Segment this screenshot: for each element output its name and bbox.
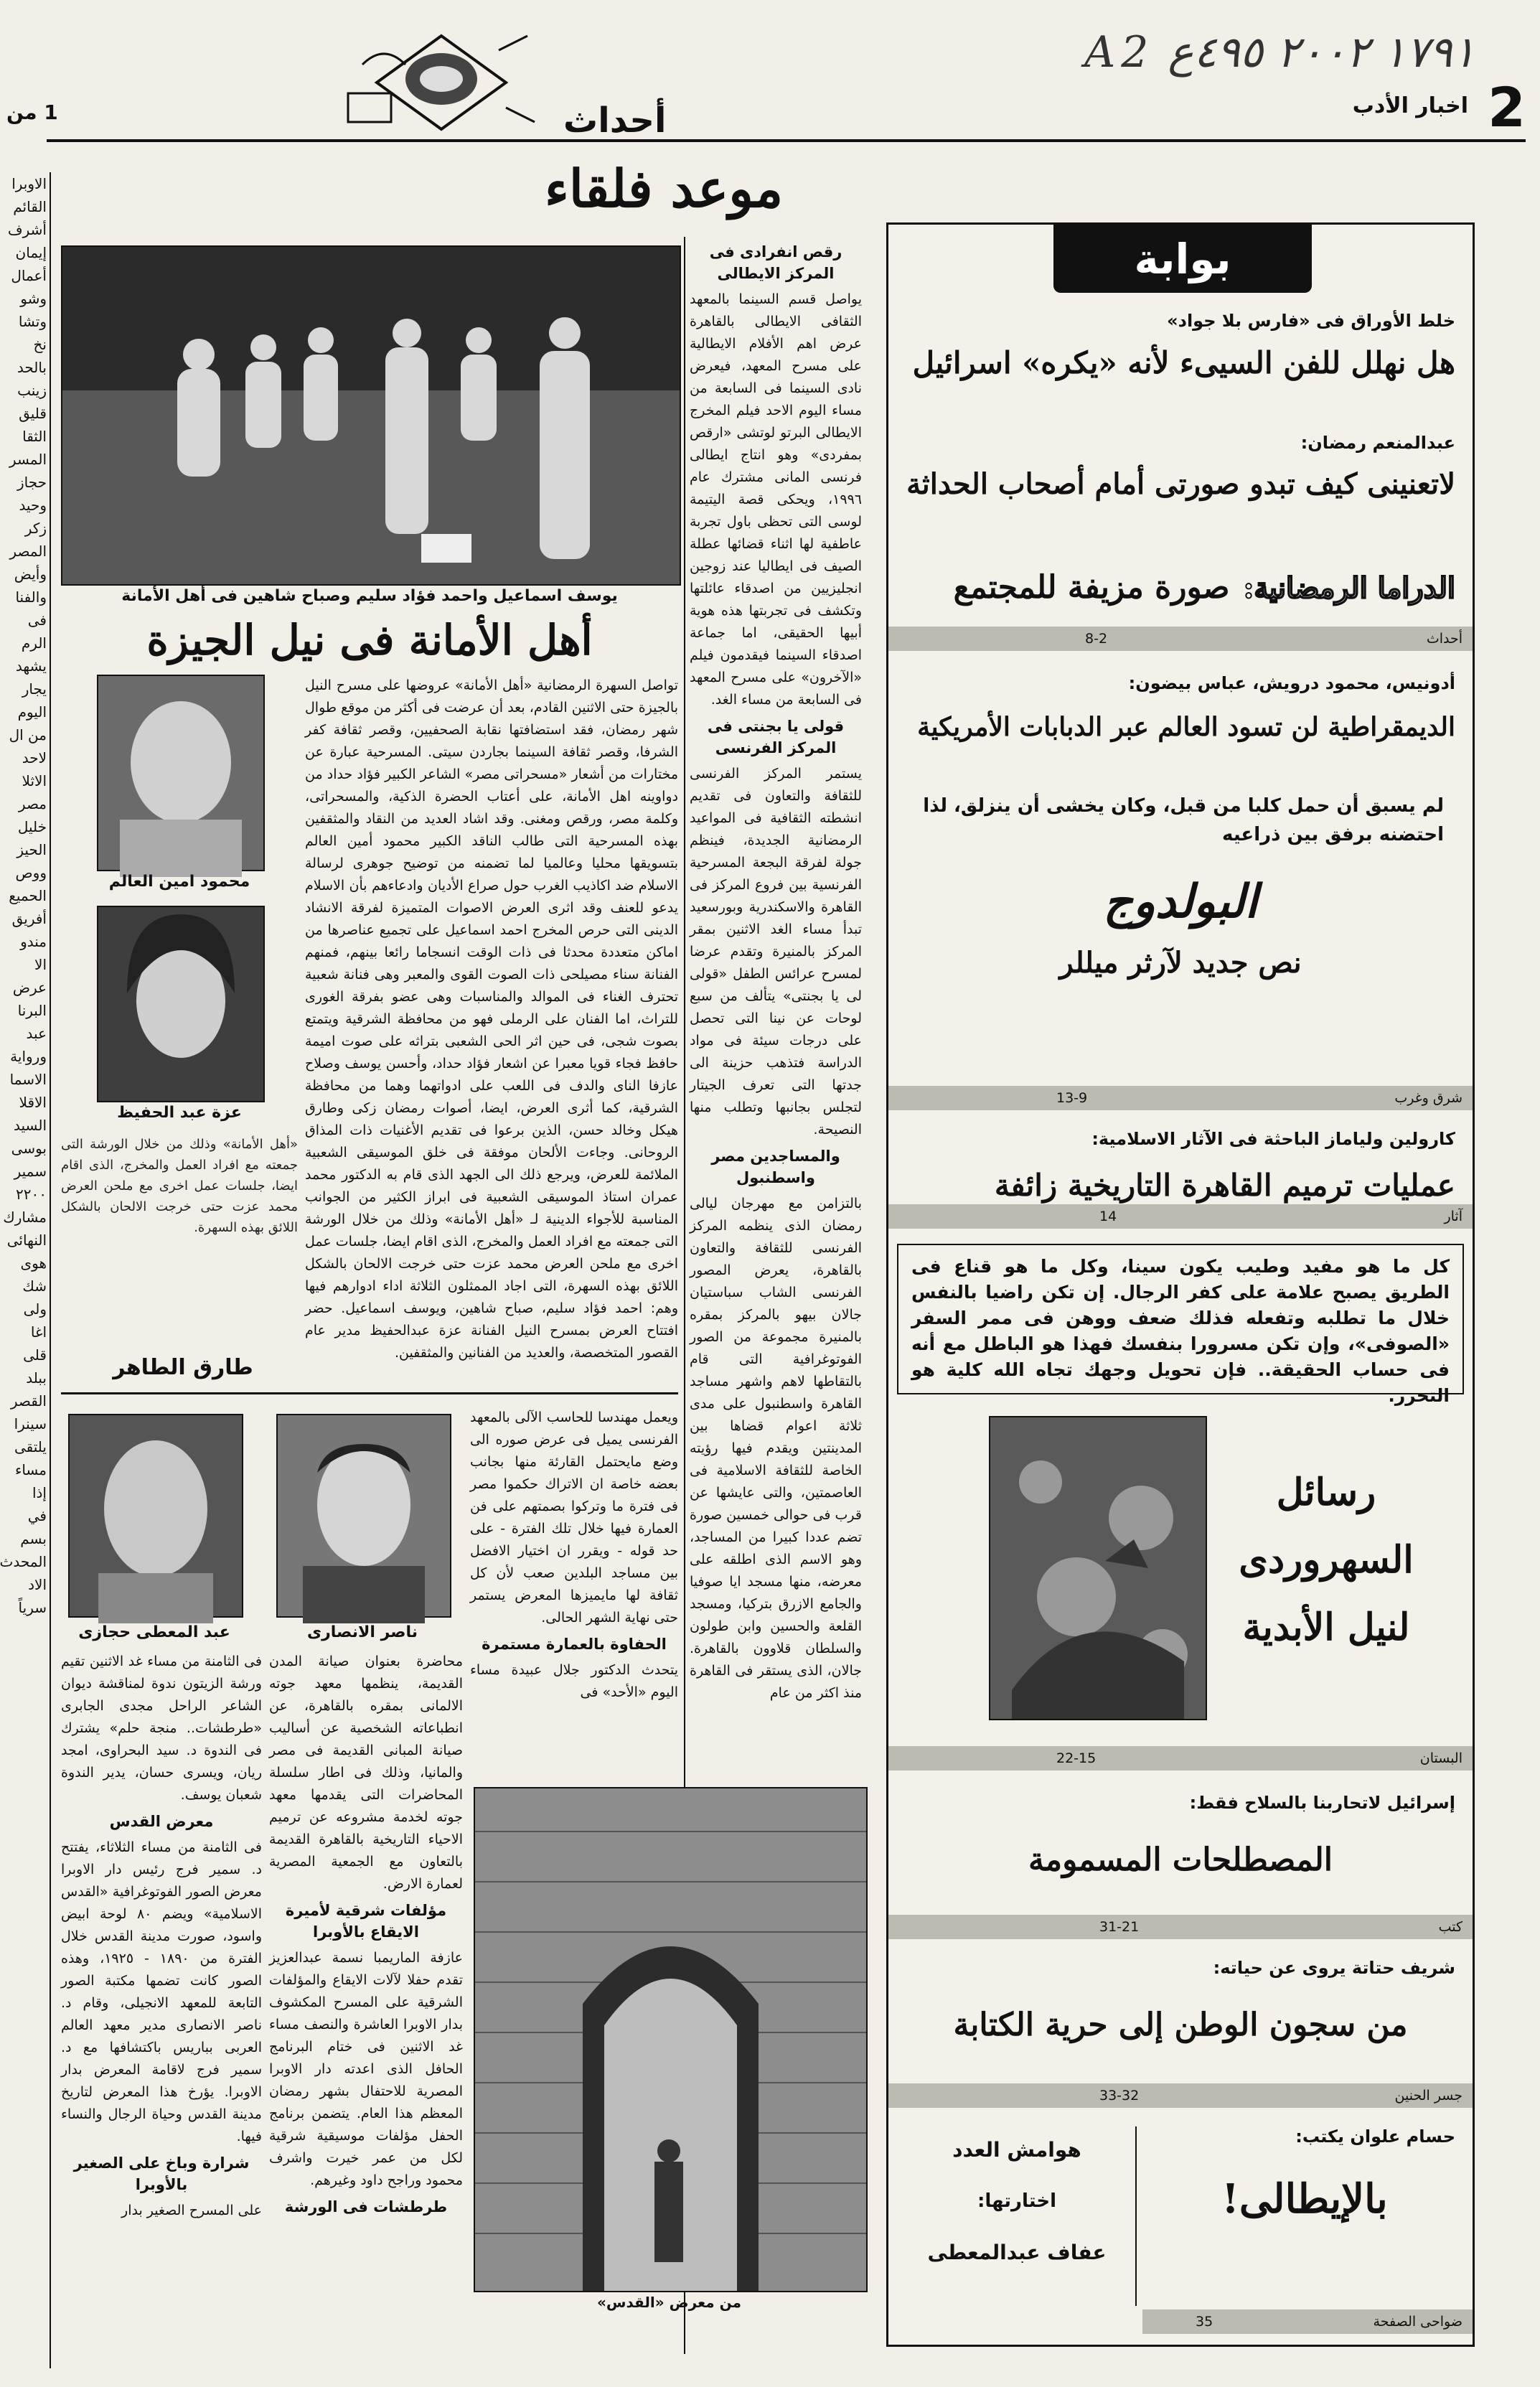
article-text-tail: «أهل الأمانة» وذلك من خلال الورشة التى جمعته مع افراد العمل والمخرج، الذى اقام ايضا، جلسات عمل اخرى مع ملحن العرض محمد عزت حتى خرجت الالحان بالشكل اللائق بهذه السهرة. [61,1137,298,1235]
col3-text-1: محاضرة بعنوان صيانة المدن القديمة، ينظمها معهد جوته الالمانى بمقره بالقاهرة، عن انطباعاته الشخصية عن أساليب صيانة المبانى القديمة فى مصر والمانيا، وذلك فى اطار سلسلة المحاضرات التى يقدمها معهد جوته لخدمة مشروعه عن ترميم الاحياء التاريخية بالقاهرة القديمة بالتعاون مع الجمعية المصرية لعمارة الارض. [269,1654,463,1892]
portrait-azza [97,906,265,1102]
left-strip-word: زينب [17,382,47,399]
jerusalem-photo-caption: من معرض «القدس» [596,2294,742,2311]
left-strip-word: البرنا [17,1002,47,1019]
left-strip-word: مصر [18,795,47,812]
col1-text-2: يستمر المركز الفرنسى للثقافة والتعاون فى تقديم انشطته الثقافية فى المواعيد الرمضانية الجديدة، فينظم جولة لفرقة البجعة المسرحية الفرنسية بين فروع المركز فى القاهرة والاسكندرية وبورسعيد تبدأ مساء الغد الاثنين بمقر المركز بالمنيرة وتقدم عرضا لمسرح عرائس الطفل «قولى لى يا بجنتى» يتألف من سبع لوحات عن نينا التى تحصل على درجات سيئة فى مواد الدراسة فتذهب حزينة الى جدتها التى تعرف الجيتار لتجلس بجانبها وتطلب منها النصيحة. [690,766,862,1138]
col2-subhead-1: الحفاوة بالعمارة مستمرة [482,1636,667,1653]
left-strip-word: المسر [9,451,47,468]
left-strip-word: الاوبرا [11,175,47,192]
gate-item-6 [888,1129,1473,1203]
left-strip-word: السيد [13,1117,47,1134]
gate-item-1-headline: هل نهلل للفن السيىء لأنه «يكره» اسرائيل [912,345,1455,380]
left-strip-word: اليوم [17,703,47,721]
gate-item-11 [1154,2126,1455,2223]
left-strip-word: مندو [20,933,47,950]
left-strip-word: عرض [12,979,47,996]
gate-item-3-pages: 8-2 [1085,631,1108,647]
left-strip-word: الا [34,956,47,973]
portrait-nasser-caption: ناصر الانصارى [306,1623,418,1641]
gate-item-2-headline: لاتعنينى كيف تبدو صورتى أمام أصحاب الحداثة [906,467,1455,501]
events-column-4 [61,1651,262,2340]
gate-item-11-kicker: حسام علوان يكتب: [1295,2126,1455,2147]
left-strip-word: فى [27,611,47,629]
left-strip-word: يشهد [15,657,47,675]
left-strip-rule [50,172,51,2368]
issue-margins-title: هوامش العدد [952,2138,1081,2162]
gate-title-box [1053,225,1312,293]
gate-item-3-headline: صورة مزيفة للمجتمع [953,569,1230,606]
article-body [305,675,678,1361]
gate-box [886,222,1475,2347]
gate-item-11-pages: 35 [1196,2314,1213,2330]
jerusalem-photo [474,1787,868,2292]
left-strip-word: الحيز [17,841,47,858]
gate-item-6-headline: عمليات ترميم القاهرة التاريخية زائفة [994,1168,1455,1203]
gate-item-5-headline: البولدوج [1103,875,1258,929]
gate-item-9-headline: المصطلحات المسمومة [1028,1842,1333,1878]
left-strip-word: ولى [23,1300,47,1318]
portrait-mahmoud-caption: محمود امين العالم [108,873,250,891]
gate-item-8-pages: 22-15 [1056,1750,1097,1766]
col4-subhead-2: شرارة وباخ على الصغير بالأوبرا [73,2154,250,2193]
gate-quote: كل ما هو مفيد وطيب يكون سينا، وكل ما هو قناع فى الطريق يصبح علامة على كفر الرجال. إن تكن راضيا بالنفس خلال ما تطلبه وتفعله فذلك ضعف ووهن فى ممر السفر «الصوفى»، وإن تكن مسرورا بنفسك فهذا هو الباطل مع أنه فى حساب الحقيقة.. فإن تحويل وجهك تجاه الله كلية هو التحرر. [911,1256,1450,1406]
gate-quote-box [897,1244,1464,1406]
left-strip-word: القصر [10,1392,47,1410]
col1-subhead-1: رقص انفرادى فى المركز الايطالى [709,243,842,282]
left-strip-word: مساء [14,1461,47,1478]
book-title: رسائل السهروردى لنيل الأبدية [1239,1471,1414,1649]
events-column-3 [269,1651,463,2340]
left-strip-word: إذا [32,1484,47,1501]
page-number: 2 [1488,75,1526,139]
gate-item-8-section-bar [888,1746,1473,1771]
events-section-label: أحداث [563,100,667,141]
left-strip-word: الثقا [22,428,47,445]
gate-item-3-kicker: الدراما الرمضانية: [1243,571,1455,605]
gate-item-9-section: كتب [1438,1919,1462,1935]
left-strip-word: حجاز [17,474,47,491]
gate-item-10 [888,1958,1473,2043]
left-strip-word: بوسى [11,1140,47,1157]
left-strip-word: نخ [33,336,47,353]
gate-item-10-headline: من سجون الوطن إلى حرية الكتابة [953,2007,1408,2043]
left-strip-word: سمير [14,1163,47,1180]
gate-item-5 [888,792,1473,980]
gate-item-9-kicker: إسرائيل لاتحاربنا بالسلاح فقط: [1189,1793,1455,1813]
left-strip-word: ورواية [10,1048,47,1065]
gate-item-9-pages: 31-21 [1099,1919,1140,1935]
gate-item-2-kicker: عبدالمنعم رمضان: [1300,433,1455,453]
gate-item-11-section: ضواحى الصفحة [1373,2314,1462,2330]
left-strip-word: الحميع [9,887,47,904]
col2-text-2: يتحدث الدكتور جلال عبيدة مساء اليوم «الأحد» فى [470,1662,678,1700]
events-logo-icon [334,29,549,136]
left-strip-word: يجار [22,680,47,698]
gate-item-4-kicker: أدونيس، محمود درويش، عباس بيضون: [1128,673,1455,693]
left-strip-word: إيمان [15,244,47,261]
left-strip-word: الرم [21,634,47,652]
gate-item-2 [888,433,1473,501]
gate-item-10-pages: 33-32 [1099,2088,1140,2104]
gate-item-3 [888,569,1473,606]
left-strip-word: قليق [19,405,47,422]
portrait-mahmoud-amin [97,675,265,871]
gate-item-6-section-bar [888,1204,1473,1229]
left-strip-word: وأيض [14,566,47,583]
gate-item-6-section: آثار [1444,1209,1462,1224]
handwritten-note: ١٧٩١ ٢٠٠٢ ٤٩٥ع A2 [1084,27,1475,78]
issue-margins-chosen: اختارتها: [977,2190,1057,2212]
col1-text-1: يواصل قسم السينما بالمعهد الثقافى الايطالى بالقاهرة عرض اهم الأفلام الايطالية على مسرح المعهد، فيعرض نادى السينما فى السابعة من مساء اليوم الاحد فيلم المخرج الايطالى البرتو لوتشى «ارقص بمفردى» وهو انتاج ايطالى فرنسى المانى مشترك عام ١٩٩٦، ويحكى قصة اليتيمة لوسى التى تحظى باول تجربة عاطفية لها اثناء قضائها عطلة الصيف فى ايطاليا عند زوجين انجليزيين من اصدقاء عائلتها وتكشف فى تجربتها هذه هوية أبيها الحقيقى، اما جماعة اصدقاء السينما فيقدمون فيلم «الآخرون» على مسرح المعهد فى السابعة من مساء الغد. [690,291,862,708]
left-strip-word: في [27,1507,47,1524]
gate-item-5-section: شرق وغرب [1394,1090,1462,1106]
left-strip-word: الاسما [9,1071,47,1088]
col3-text-2: عازفة الماريمبا نسمة عبدالعزيز تقدم حفلا لآلات الايقاع والمؤلفات الشرقية على المسرح المكشوف بدار الاوبرا العاشرة والنصف مساء غد الاثنين فى ختام البرنامج الحافل الذى اعدته دار الاوبرا المصرية للاحتفال بشهر رمضان المعظم هذا العام. يتضمن برنامج الحفل مؤلفات موسيقية شرقية لكل من عمر خيرت واشرف محمود وراجح داود وغيرهم. [269,1950,463,2188]
left-strip-word: هوى [20,1255,47,1272]
gate-item-5-sub: نص جديد لآرثر ميللر [1059,946,1302,980]
issue-margins-name: عفاف عبدالمعطى [927,2241,1107,2264]
left-strip-word: اغا [30,1323,47,1341]
left-strip-word: خليل [17,818,47,835]
article-text: تواصل السهرة الرمضانية «أهل الأمانة» عروضها على مسرح النيل بالجيزة حتى الاثنين القادم، بعد أن عرضت فى أكثر من موقع طوال شهر رمضان، فقد استضافتها نقابة الصحفيين، وقصر ثقافة كفر الشرفا، وقصر ثقافة السينما بجاردن سيتى. المسرحية عبارة عن مختارات من أشعار «مسحراتى مصر» الشاعر الكبير فؤاد حداد من دواوينه اهل الأمانة، على أعتاب الحضرة الذكية، والمسحراتى، وكلمة مصر، ورقص ومغنى. وقد اشاد العديد من النقاد والمثقفين بهذه المسرحية التى طالب الناقد الكبير محمود أمين العالم بتسويقها محليا وعالميا لما تضمنه من توضيح جوهرى لرسالة الاسلام ضد اكاذيب الغرب حول صراع الأديان وادعاءهم بأن الاسلام يدعو للعنف وقد اثرى العرض الاصوات المتميزة لفرقة الانشاد الدينى التى حرص المخرج احمد اسماعيل على تجميع عناصرها من اماكن متعددة محدثا فى ذات الوقت انسجاما رائعا بينهم، فمنهم الفنانة سناء مصيلحى ذات الصوت القوى والمعبر وهى فنانة شعبية تحترف الغناء فى الموالد والمناسبات وهى عضو بفرقة الغورى للتراث، اما الفنان على الرملى فهو من محافظة الشرقية ويتمتع بصوت شجى، فى حين اثر الحى الشعبى بتراثه على صوت اميمة حافظ فجاء قويا معبرا عن اشعار فؤاد حداد، وأحسن يوسف وصلاح عازفا الناى والدف فى اللعب على ادواتهما وهما من محافظة الشرقية، كما أثرى العرض، ايضا، أصوات رمضان زكى وطارق هيكل وخالد حسن، الذين برعوا فى تقديم الأغنيات ذات المذاق الروحانى. وجاءت الألحان موفقة فى خلق الموسيقى الشعبية الملائمة للعرض، ويرجع ذلك الى الجهد الذى قام به الدكتور محمد عمران استاذ الموسيقى الشعبية فى ابراز الكثير من الجوانب المناسبة للأجواء الدينية لـ «أهل الأمانة» وذلك من خلال الورشة التى جمعته مع افراد العمل والمخرج، الذى اقام ايضا، جلسات عمل اخرى مع ملحن العرض محمد عزت حتى خرجت الالحان بالشكل اللائق بهذه السهرة، التى اجاد الممثلون الثلاثة اداء ادوارهم فيها وهم: احمد فؤاد سليم، صباح شاهين، ويوسف اسماعيل. حضر افتتاح العرض بمسرح النيل الفنانة عزة عبدالحفيظ مدير عام القصور المتخصصة، والعديد من الفنانين والمثقفين. [305,677,678,1361]
left-strip-word: بالحد [17,359,47,376]
portrait-azza-caption: عزة عبد الحفيظ [117,1104,242,1122]
col4-text-1: فى الثامنة من مساء غد الاثنين تقيم ورشة الزيتون ندوة لمناقشة ديوان الشاعر الراحل مجدى الجابرى «طرطشات.. منجة حلم» يشترك فى الندوة د. سيد البحراوى، امجد ريان، ويسرى حسان، يدير الندوة شعبان يوسف. [61,1654,262,1803]
col3-subhead-1: مؤلفات شرقية لأميرة الايقاع بالأوبرا [285,1902,447,1941]
article-bottom-rule [61,1392,678,1394]
gate-item-9-section-bar [888,1915,1473,1939]
col4-text-3: على المسرح الصغير بدار [121,2203,262,2218]
left-strip-word: يلتقى [14,1438,47,1455]
col4-subhead-1: معرض القدس [109,1813,214,1830]
gate-item-8-section: البستان [1419,1750,1462,1766]
left-strip-words [0,172,47,1619]
left-strip-word: وحيد [19,497,47,514]
left-strip-word: وشو [20,290,47,307]
portrait-nasser [276,1414,451,1618]
left-strip-word: والفنا [15,588,47,606]
gate-title: بوابة [1134,234,1231,283]
left-strip-word: مشارك [3,1209,47,1226]
left-strip-word: الاقلا [19,1094,47,1111]
left-strip-word: شك [22,1277,47,1295]
left-strip-word: النهائى [6,1232,47,1249]
left-strip-word: الاثلا [22,772,47,789]
left-strip-word: ٢٢٠٠ [16,1186,47,1203]
gate-item-5-kicker: لم يسبق أن حمل كلبا من قبل، وكان يخشى أن ينزلق، لذا احتضنه برفق بين ذراعيه [923,795,1444,845]
events-headline: موعد فلقاء [544,158,784,219]
left-edge-label: 1 من [6,100,58,124]
article-byline: طارق الطاهر [113,1355,253,1380]
gate-item-10-kicker: شريف حتاتة يروى عن حياته: [1213,1958,1455,1978]
portrait-abdel-moaty-caption: عبد المعطى حجازى [78,1623,230,1641]
events-column-2 [470,1407,678,1780]
left-strip-word: وتشا [18,313,47,330]
left-strip-word: القائم [13,198,47,215]
book-cover-image [989,1416,1207,1720]
gate-item-10-section-bar [888,2083,1473,2108]
left-strip-word: أعمال [11,267,47,284]
col4-text-2: فى الثامنة من مساء الثلاثاء، يفتتح د. سمير فرج رئيس دار الاوبرا معرض الصور الفوتوغرافية «القدس الاسلامية» ويضم ٨٠ لوحة ابيض واسود، صورت مدينة القدس خلال الفترة من ١٨٩٠ - ١٩٢٥، وهذه الصور كانت تضمها مكتبة الصور التابعة للمعهد الانجيلى، وقام د. ناصر الانصارى مدير معهد العالم العربى بباريس باكتشافها مع د. سمير فرج لاقامة المعرض بدار الاوبرا. يؤرخ هذا المعرض لتاريخ مدينة القدس وحياة الرجال والنساء فيها. [61,1839,262,2144]
left-strip-word: المحدث [0,1553,47,1570]
gate-item-5-pages: 13-9 [1056,1090,1088,1106]
portrait-abdel-moaty [68,1414,243,1618]
gate-item-5-section-bar [888,1086,1473,1110]
left-strip-word: قلى [23,1346,47,1364]
gate-item-10-section: جسر الحنين [1394,2088,1462,2104]
col1-subhead-3: والمساجدين مصر واسطنبول [711,1148,840,1186]
left-strip-word: بسم [20,1530,47,1547]
article-title: أهل الأمانة فى نيل الجيزة [146,616,593,665]
left-strip-word: من ال [9,726,47,744]
article-body-continued [61,1134,298,1349]
left-strip [0,172,47,2368]
left-strip-word: سينرا [14,1415,47,1432]
col3-subhead-2: طرطشات فى الورشة [284,2198,448,2215]
left-strip-word: لاحد [22,749,47,766]
left-strip-word: أفريق [11,910,47,927]
gate-item-3-section-bar [888,627,1473,651]
left-strip-word: المصر [9,543,47,560]
col2-text-1: ويعمل مهندسا للحاسب الآلى بالمعهد الفرنسى يميل فى عرض صوره الى وضع مايحتمل القارئة منها بجانب بعضه خاصة ان الاتراك حكموا مصر فى فترة ما وتركوا بصمتهم على فن العمارة فيها خلال تلك الفترة - على حد قوله - ويقرر ان اختيار الافضل بين مساجد البلدين صعب لأن كل ثقافة لها مايميزها المعرض يستمر حتى نهاية الشهر الحالى. [470,1410,678,1626]
theatre-photo [61,245,681,586]
gate-item-9 [888,1793,1473,1878]
issue-margins-box [898,2126,1137,2306]
theatre-photo-caption: يوسف اسماعيل واحمد فؤاد سليم وصباح شاهين فى أهل الأمانة [121,587,618,605]
gate-item-4-headline: الديمقراطية لن تسود العالم عبر الدبابات الأمريكية [917,712,1455,742]
col1-subhead-2: قولى يا بجنتى فى المركز الفرنسى [707,718,845,756]
gate-item-6-pages: 14 [1099,1209,1117,1224]
col1-text-3: بالتزامن مع مهرجان ليالى رمضان الذى ينظمه المركز الفرنسى للثقافة والتعاون بالقاهرة، يعرض المصور الفرنسى الشاب سباستيان جالان بيهو بالمركز بمقره بالمنيرة مجموعة من الصور الفوتوغرافية التى قام بالتقاطها لاهم واشهر مساجد القاهرة واسطنبول على مدى ثلاثة اعوام قضاها بين المدينتين ويقدم فيها رؤيته الخاصة للثقافة الاسلامية فى العاصمتين، والتى عايشها عن قرب فى حوالى خمسين صورة تضم عددا كبيرا من المساجد، وهو الاسم الذى اطلقه على معرضه، منها مسجد ايا صوفيا والجامع الازرق بتركيا، ومسجد القلعة والحسين وابن طولون والسلطان قلاوون بالقاهرة. جالان، الذى يستقر فى القاهرة منذ اكثر من عام [690,1196,862,1701]
gate-item-3-section: أحداث [1426,631,1462,647]
gate-item-11-headline: بالإيطالى! [1221,2175,1388,2223]
gate-item-4 [888,673,1473,742]
left-strip-word: الاد [28,1576,47,1593]
events-column-1 [690,237,862,1859]
left-strip-word: أشرف [7,221,47,238]
gate-item-6-kicker: كارولين ولياماز الباحثة فى الآثار الاسلامية: [1091,1129,1455,1149]
gate-item-11-section-bar [1142,2309,1473,2334]
left-strip-word: عبد [26,1025,47,1042]
masthead: اخبار الأدب [1352,93,1468,118]
gate-item-1 [888,311,1473,380]
header-rule [47,139,1526,142]
left-strip-word: زكر [24,520,47,537]
left-strip-word: ببلد [26,1369,47,1387]
gate-item-1-kicker: خلط الأوراق فى «فارس بلا جواد» [1167,311,1455,331]
left-strip-word: ووص [15,864,47,881]
left-strip-word: سرياً [18,1599,47,1616]
